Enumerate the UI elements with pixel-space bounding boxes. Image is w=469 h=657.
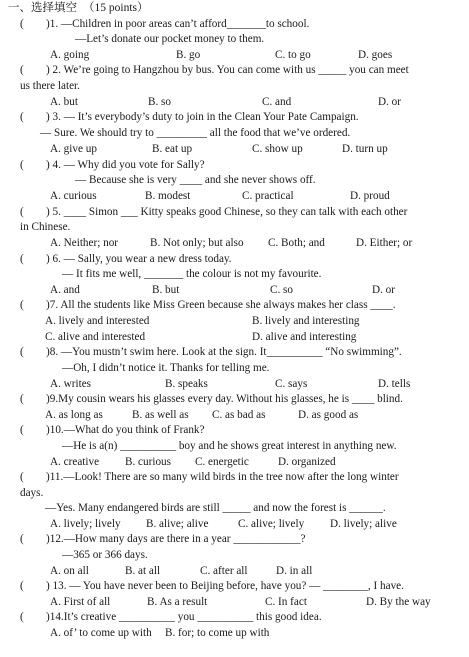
option-a[interactable]: A. going xyxy=(50,49,90,61)
question-9: ( )9.My cousin wears his glasses every day. Without his glasses, he is ____ blind. xyxy=(20,393,403,405)
question-12-reply: —365 or 366 days. xyxy=(62,549,148,561)
option-c[interactable]: C. In fact xyxy=(265,596,307,608)
question-6: ( ) 6. — Sally, you wear a new dress today. xyxy=(20,253,232,265)
section-points: （15 points） xyxy=(83,2,149,14)
option-c[interactable]: C. alive; lively xyxy=(238,518,305,530)
question-number: ) 13. xyxy=(46,580,67,592)
option-b[interactable]: B. but xyxy=(152,284,180,296)
option-d[interactable]: D. proud xyxy=(350,190,390,202)
option-a[interactable]: A. writes xyxy=(50,378,92,390)
question-number: ) 3. xyxy=(46,111,61,123)
option-c[interactable]: C. to go xyxy=(275,49,311,61)
question-text: —Look! There are so many wild birds in the tree now after the long winter xyxy=(63,471,399,483)
question-10-reply: —He is a(n) __________ boy and he shows great interest in anything new. xyxy=(62,440,397,452)
option-a[interactable]: A. creative xyxy=(50,456,100,468)
option-c[interactable]: C. and xyxy=(262,96,292,108)
option-a[interactable]: A. and xyxy=(50,284,80,296)
option-b[interactable]: B. as well as xyxy=(132,409,189,421)
question-5: ( ) 5. ____ Simon ___ Kitty speaks good Chinese, so they can talk with each other xyxy=(20,206,408,218)
question-number: )7. xyxy=(46,299,59,311)
option-b[interactable]: B. speaks xyxy=(165,378,208,390)
question-number: ) 5. xyxy=(46,206,61,218)
option-d[interactable]: D. turn up xyxy=(342,143,388,155)
option-b[interactable]: B. lively and interesting xyxy=(252,315,360,327)
question-number: )9. xyxy=(46,393,59,405)
option-c[interactable]: C. as bad as xyxy=(212,409,266,421)
section-heading: 一、选择填空 xyxy=(8,2,77,14)
option-c[interactable]: C. practical xyxy=(242,190,294,202)
option-a[interactable]: A. Neither; nor xyxy=(50,237,119,249)
question-number: )11. xyxy=(46,471,64,483)
option-d[interactable]: D. lively; alive xyxy=(330,518,397,530)
option-d[interactable]: D. alive and interesting xyxy=(252,331,357,343)
option-b[interactable]: B. curious xyxy=(125,456,171,468)
question-10: ( )10.—What do you think of Frank? xyxy=(20,424,205,436)
question-2: ( ) 2. We’re going to Hangzhou by bus. You can come with us _____ you can meet xyxy=(20,64,409,76)
option-d[interactable]: D. or xyxy=(372,284,395,296)
option-b[interactable]: B. alive; alive xyxy=(146,518,209,530)
option-a[interactable]: A. on all xyxy=(50,565,89,577)
option-d[interactable]: D. as good as xyxy=(298,409,359,421)
option-d[interactable]: D. or xyxy=(378,96,401,108)
question-text: It’s creative __________ you __________ this good idea. xyxy=(63,611,322,623)
question-4-reply: — Because she is very ____ and she never shows off. xyxy=(75,174,316,186)
question-text: — Why did you vote for Sally? xyxy=(63,159,205,171)
question-number: ) 4. xyxy=(46,159,61,171)
question-number: ) 2. xyxy=(46,64,61,76)
option-b[interactable]: B. for; to come up with xyxy=(165,627,270,639)
option-a[interactable]: A. curious xyxy=(50,190,97,202)
option-a[interactable]: A. but xyxy=(50,96,78,108)
question-11-reply: —Yes. Many endangered birds are still _____ and now the forest is ______. xyxy=(45,502,386,514)
option-b[interactable]: B. eat up xyxy=(152,143,193,155)
question-text: — You have never been to Beijing before, have you? — ________, I have. xyxy=(69,580,404,592)
question-13: ( ) 13. — You have never been to Beijing before, have you? — ________, I have. xyxy=(20,580,404,592)
question-14: ( )14.It’s creative __________ you __________ this good idea. xyxy=(20,611,322,623)
question-3: ( ) 3. — It’s everybody’s duty to join in the Clean Your Pate Campaign. xyxy=(20,111,359,123)
option-c[interactable]: C. after all xyxy=(200,565,248,577)
question-text: All the students like Miss Green because she always makes her class ____. xyxy=(60,299,396,311)
question-number: )1. xyxy=(46,18,59,30)
option-c[interactable]: C. energetic xyxy=(195,456,249,468)
option-d[interactable]: D. organized xyxy=(278,456,336,468)
question-8: ( )8. —You mustn’t swim here. Look at the sign. It__________ “No swimming”. xyxy=(20,346,402,358)
question-text: — Sally, you wear a new dress today. xyxy=(63,253,232,265)
question-11: ( )11.—Look! There are so many wild birds in the tree now after the long winter xyxy=(20,471,399,483)
option-a[interactable]: A. of’ to come up with xyxy=(50,627,152,639)
option-c[interactable]: C. Both; and xyxy=(268,237,325,249)
option-d[interactable]: D. in all xyxy=(276,565,313,577)
question-number: )8. xyxy=(46,346,59,358)
question-8-reply: —Oh, I didn’t notice it. Thanks for telling me. xyxy=(62,362,270,374)
question-1: ( )1. —Children in poor areas can’t afford_______to school. xyxy=(20,18,310,30)
question-text: —Children in poor areas can’t afford_______to school. xyxy=(60,18,310,30)
option-d[interactable]: D. Either; or xyxy=(356,237,413,249)
section-title xyxy=(8,1,149,17)
question-1-reply: —Let’s donate our pocket money to them. xyxy=(75,33,265,45)
question-text: —How many days are there in a year ____________? xyxy=(63,533,306,545)
option-c[interactable]: C. alive and interested xyxy=(45,331,146,343)
question-text: We’re going to Hangzhou by bus. You can come with us _____ you can meet xyxy=(63,64,409,76)
option-b[interactable]: B. at all xyxy=(125,565,161,577)
option-a[interactable]: A. lively; lively xyxy=(50,518,121,530)
option-d[interactable]: D. tells xyxy=(378,378,411,390)
question-number: )14. xyxy=(46,611,64,623)
option-d[interactable]: D. By the way xyxy=(366,596,431,608)
question-number: ) 6. xyxy=(46,253,61,265)
option-c[interactable]: C. so xyxy=(270,284,294,296)
question-text: My cousin wears his glasses every day. Without his glasses, he is ____ blind. xyxy=(58,393,403,405)
option-b[interactable]: B. go xyxy=(176,49,201,61)
question-12: ( )12.—How many days are there in a year ____________? xyxy=(20,533,306,545)
option-a[interactable]: A. lively and interested xyxy=(45,315,150,327)
question-text: —You mustn’t swim here. Look at the sign. It__________ “No swimming”. xyxy=(60,346,402,358)
option-d[interactable]: D. goes xyxy=(358,49,393,61)
question-4: ( ) 4. — Why did you vote for Sally? xyxy=(20,159,205,171)
option-b[interactable]: B. so xyxy=(148,96,172,108)
option-c[interactable]: C. show up xyxy=(252,143,303,155)
option-c[interactable]: C. says xyxy=(275,378,308,390)
question-6-reply: — It fits me well, _______ the colour is not my favourite. xyxy=(62,268,322,280)
option-a[interactable]: A. as long as xyxy=(45,409,103,421)
question-5-continued: in Chinese. xyxy=(20,221,71,233)
question-7: ( )7. All the students like Miss Green because she always makes her class ____. xyxy=(20,299,396,311)
question-number: )10. xyxy=(46,424,64,436)
option-b[interactable]: B. modest xyxy=(145,190,191,202)
question-11-continued: days. xyxy=(20,487,44,499)
question-2-continued: us there later. xyxy=(20,80,80,92)
option-b[interactable]: B. As a result xyxy=(147,596,208,608)
option-a[interactable]: A. First of all xyxy=(50,596,111,608)
question-text: — It’s everybody’s duty to join in the Clean Your Pate Campaign. xyxy=(63,111,359,123)
option-a[interactable]: A. give up xyxy=(50,143,97,155)
question-text: ____ Simon ___ Kitty speaks good Chinese, so they can talk with each other xyxy=(63,206,408,218)
question-3-reply: — Sure. We should try to _________ all the food that we’ve ordered. xyxy=(40,127,351,139)
option-b[interactable]: B. Not only; but also xyxy=(150,237,244,249)
question-text: —What do you think of Frank? xyxy=(63,424,205,436)
question-number: )12. xyxy=(46,533,64,545)
